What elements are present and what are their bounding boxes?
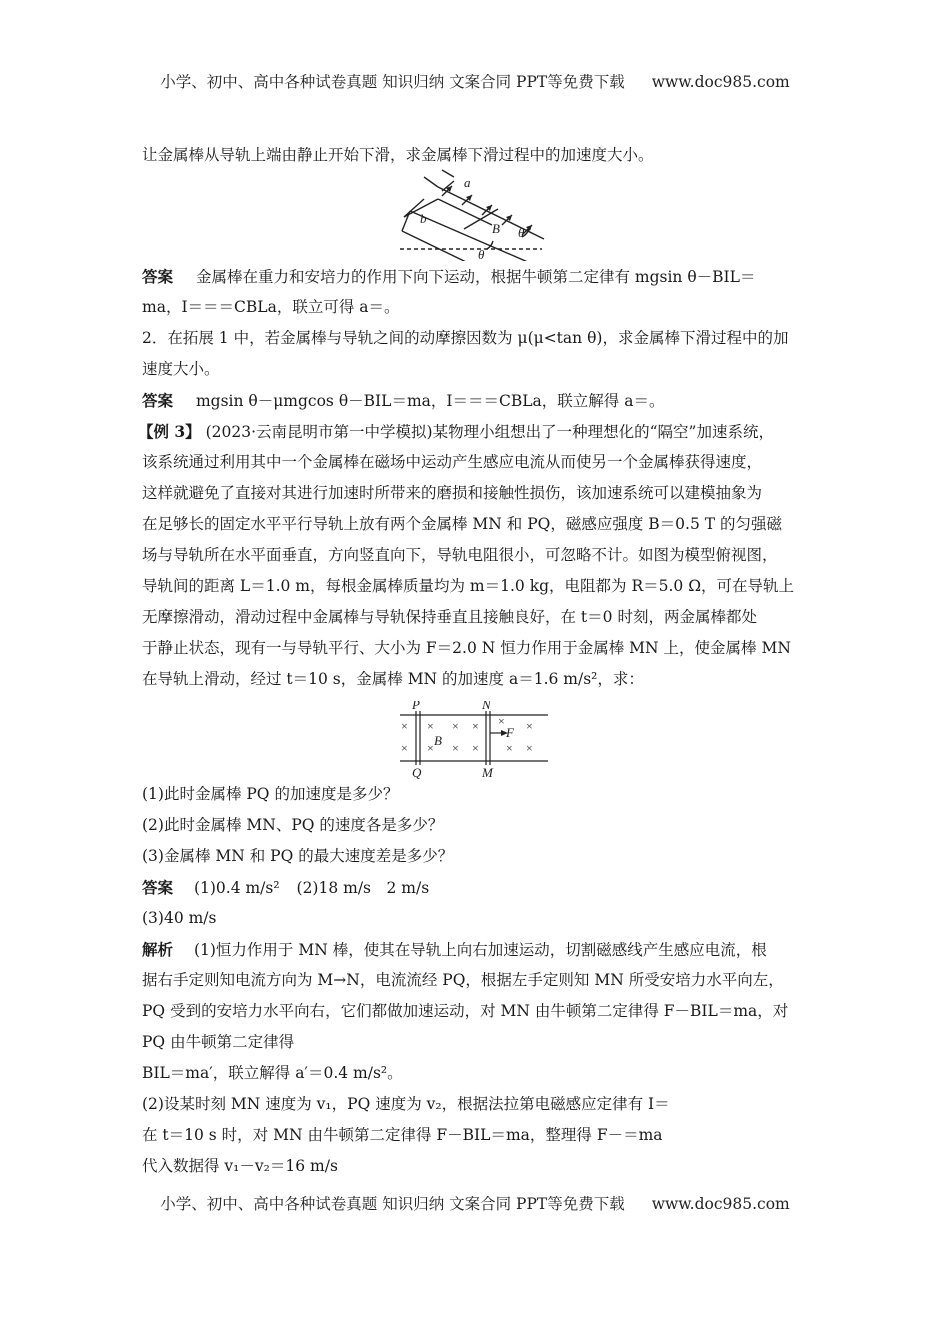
cross: × — [401, 741, 408, 755]
analysis-line: 代入数据得 v₁－v₂＝16 m/s — [142, 1157, 338, 1175]
footer-text: 小学、初中、高中各种试卷真题 知识归纳 文案合同 PPT等免费下载 — [160, 1195, 625, 1213]
answer1-text1: 金属棒在重力和安培力的作用下向下运动，根据牛顿第二定律有 mgsin θ－BIL＝ — [195, 268, 756, 286]
example3-line: 场与导轨所在水平面垂直，方向竖直向下，导轨电阻很小，可忽略不计。如图为模型俯视图， — [142, 546, 778, 564]
answer-label: 答案 — [142, 391, 174, 410]
answer-label: 答案 — [142, 878, 174, 897]
footer-site[interactable]: www.doc985.com — [651, 1195, 790, 1213]
analysis-text: (1)恒力作用于 MN 棒，使其在导轨上向右加速运动，切割磁感线产生感应电流，根 — [193, 941, 767, 959]
cross: × — [472, 719, 479, 733]
analysis-line: (2)设某时刻 MN 速度为 v₁，PQ 速度为 v₂，根据法拉第电磁感应定律有 I＝ — [142, 1095, 670, 1113]
incline-rail-figure — [142, 169, 822, 261]
question2-line2: 速度大小。 — [142, 360, 220, 378]
example3-line: 于静止状态，现有一与导轨平行、大小为 F＝2.0 N 恒力作用于金属棒 MN 上，使金属棒 MN — [142, 639, 791, 657]
page-header — [0, 70, 950, 92]
answer-label: 答案 — [142, 267, 174, 286]
rail-topview-figure — [142, 701, 822, 779]
cross: × — [526, 741, 533, 755]
label-B: B — [434, 733, 442, 748]
example3-line: 在导轨上滑动，经过 t＝10 s，金属棒 MN 的加速度 a＝1.6 m/s²，求： — [142, 670, 644, 688]
cross: × — [427, 741, 434, 755]
example3-line: 这样就避免了直接对其进行加速时所带来的磨损和接触性损伤，该加速系统可以建模抽象为 — [142, 484, 763, 502]
header-site[interactable]: www.doc985.com — [651, 73, 790, 91]
example3-line: 导轨间的距离 L＝1.0 m，每根金属棒质量均为 m＝1.0 kg，电阻都为 R＝5.0 Ω，可在导轨上 — [142, 577, 795, 595]
label-b: b — [420, 211, 427, 226]
analysis-line: PQ 受到的安培力水平向右，它们都做加速运动，对 MN 由牛顿第二定律得 F－BIL＝ma，对 — [142, 1002, 789, 1020]
answer3-part2: (2)18 m/s 2 m/s — [296, 879, 430, 897]
question2-line1: 2．在拓展 1 中，若金属棒与导轨之间的动摩擦因数为 μ(μ<tan θ)，求金属棒下滑过程中的加 — [142, 329, 789, 347]
label-M: M — [482, 765, 493, 779]
example3-line: 无摩擦滑动，滑动过程中金属棒与导轨保持垂直且接触良好，在 t＝0 时刻，两金属棒都处 — [142, 608, 757, 626]
label-N: N — [482, 701, 491, 712]
label-Q: Q — [412, 765, 422, 779]
cross: × — [427, 719, 434, 733]
answer3-line2: (3)40 m/s — [142, 909, 217, 927]
label-theta-bottom: θ — [478, 247, 485, 261]
question: (1)此时金属棒 PQ 的加速度是多少？ — [142, 785, 399, 803]
question: (3)金属棒 MN 和 PQ 的最大速度差是多少？ — [142, 847, 454, 865]
label-B: B — [492, 221, 500, 236]
cross: × — [401, 719, 408, 733]
analysis-line1 — [142, 934, 822, 965]
intro-line: 让金属棒从导轨上端由静止开始下滑，求金属棒下滑过程中的加速度大小。 — [142, 146, 654, 164]
answer3-line1 — [142, 872, 822, 903]
label-a: a — [464, 175, 471, 190]
cross: × — [498, 714, 505, 728]
answer2-text: mgsin θ－μmgcos θ－BIL＝ma，I＝＝＝CBLa，联立解得 a＝。 — [195, 392, 665, 410]
analysis-line: 在 t＝10 s 时，对 MN 由牛顿第二定律得 F－BIL＝ma，整理得 F－＝ma — [142, 1126, 663, 1144]
header-text: 小学、初中、高中各种试卷真题 知识归纳 文案合同 PPT等免费下载 — [160, 73, 625, 91]
analysis-line: PQ 由牛顿第二定律得 — [142, 1033, 295, 1051]
document-body — [138, 140, 822, 1182]
page-footer — [0, 1192, 950, 1214]
answer2-line — [142, 385, 822, 416]
answer1-line1 — [142, 261, 822, 292]
example3-line1 — [138, 416, 822, 447]
question: (2)此时金属棒 MN、PQ 的速度各是多少？ — [142, 816, 444, 834]
cross: × — [472, 741, 479, 755]
label-P: P — [412, 701, 420, 712]
cross: × — [506, 741, 513, 755]
label-F: F — [506, 725, 514, 740]
analysis-line: 据右手定则知电流方向为 M→N，电流流经 PQ，根据左手定则知 MN 所受安培力水平向左， — [142, 971, 784, 989]
cross: × — [452, 719, 459, 733]
analysis-label: 解析 — [142, 940, 174, 959]
answer1-line2: ma，I＝＝＝CBLa，联立可得 a＝。 — [142, 298, 400, 316]
label-theta-top: θ — [518, 225, 525, 240]
example-tag: 【例 3】 — [138, 422, 201, 441]
answer3-part1: (1)0.4 m/s² — [193, 879, 280, 897]
analysis-line: BIL＝ma′，联立解得 a′＝0.4 m/s²。 — [142, 1064, 403, 1082]
cross: × — [452, 741, 459, 755]
cross: × — [526, 719, 533, 733]
example3-line: 该系统通过利用其中一个金属棒在磁场中运动产生感应电流从而使另一个金属棒获得速度， — [142, 453, 763, 471]
example3-text: (2023·云南昆明市第一中学模拟)某物理小组想出了一种理想化的“隔空”加速系统， — [205, 423, 774, 441]
example3-line: 在足够长的固定水平平行导轨上放有两个金属棒 MN 和 PQ，磁感应强度 B＝0.5 T 的匀强磁 — [142, 515, 783, 533]
